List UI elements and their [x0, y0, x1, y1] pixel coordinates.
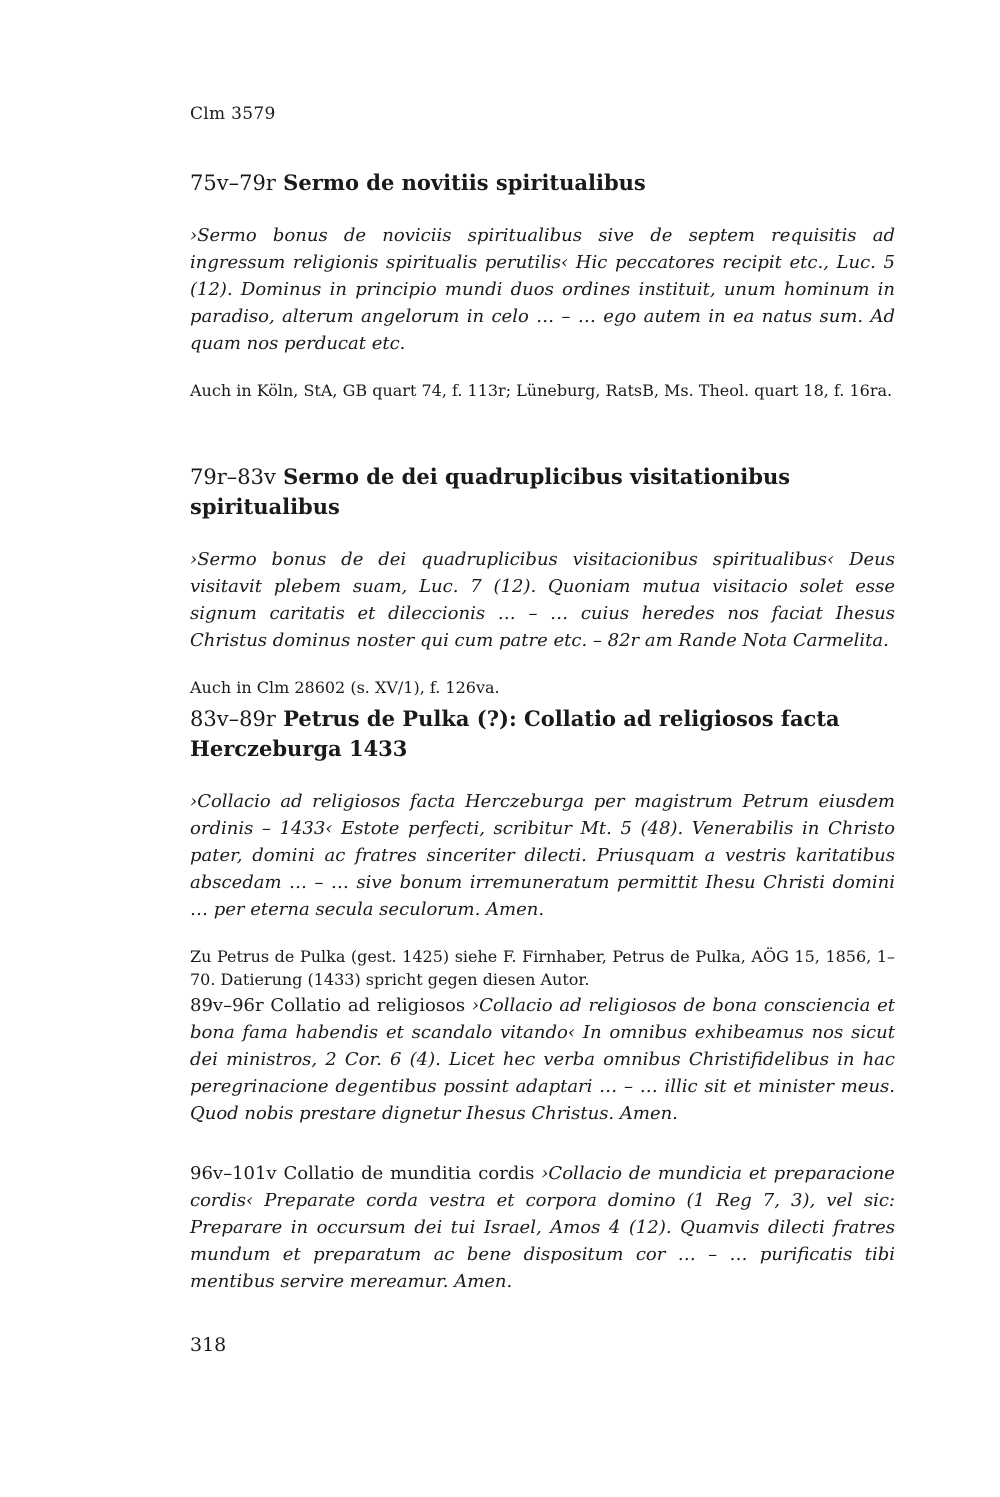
- entry-heading: [190, 168, 895, 198]
- entry-title: Collatio ad religiosos: [270, 995, 466, 1016]
- entry-folio: 79r–83v: [190, 465, 276, 489]
- entry-folio: 89v–96r: [190, 995, 264, 1016]
- entry-text: ›Collacio ad religiosos facta Herczeburga per magistrum Petrum eiusdem ordinis – 1433‹ Estote perfecti, scribitur Mt. 5 (48). Venerabilis in Christo pater, domini ac fratres sinceriter dilecti. Priusquam a vestris karitatibus abscedam … – … sive bonum irremuneratum permittit Ihesu Christi domini … per eterna secula seculorum. Amen.: [190, 791, 895, 920]
- entry-heading: [190, 704, 895, 764]
- entry-2: [190, 462, 895, 699]
- entry-text: [190, 992, 895, 1127]
- entry-heading: [190, 462, 895, 522]
- entry-folio: 75v–79r: [190, 171, 276, 195]
- entry-title: Sermo de novitiis spiritualibus: [283, 170, 646, 195]
- entry-text: ›Sermo bonus de noviciis spiritualibus sive de septem requisitis ad ingressum religionis spiritualis perutilis‹ Hic peccatores recipit etc., Luc. 5 (12). Dominus in principio mundi duos ordines instituit, unum hominum in paradiso, alterum angelorum in celo … – … ego autem in ea natus sum. Ad quam nos perducat etc.: [190, 225, 895, 354]
- entry-title: Collatio de munditia cordis: [283, 1163, 535, 1184]
- entry-3: [190, 704, 895, 991]
- entry-folio: 96v–101v: [190, 1163, 277, 1184]
- entry-body: ›Collacio ad religiosos de bona consciencia et bona fama habendis et scandalo vitando‹ In omnibus exhibeamus nos sicut dei ministros, 2 Cor. 6 (4). Licet hec verba omnibus Christifidelibus in hac peregrinacione degentibus possint adaptari … – … illic sit et minister meus. Quod nobis prestare dignetur Ihesus Christus. Amen.: [190, 995, 895, 1124]
- entry-note: Auch in Köln, StA, GB quart 74, f. 113r; Lüneburg, RatsB, Ms. Theol. quart 18, f. 16ra.: [190, 381, 893, 400]
- entry-body: ›Collacio de mundicia et preparacione cordis‹ Preparate corda vestra et corpora domino (1 Reg 7, 3), vel sic: Preparare in occursum dei tui Israel, Amos 4 (12). Quamvis dilecti fratres mundum et preparatum ac bene dispositum cor … – … purificatis tibi mentibus servire mereamur. Amen.: [190, 1163, 895, 1292]
- entry-note: Zu Petrus de Pulka (gest. 1425) siehe F. Firnhaber, Petrus de Pulka, AÖG 15, 1856, 1–70. Datierung (1433) spricht gegen diesen Autor.: [190, 947, 895, 989]
- entry-title: Petrus de Pulka (?): Collatio ad religiosos facta Herczeburga 1433: [190, 706, 840, 761]
- entry-title: Sermo de dei quadruplicibus visitationibus spiritualibus: [190, 464, 791, 519]
- entry-folio: 83v–89r: [190, 707, 276, 731]
- entry-text: ›Sermo bonus de dei quadruplicibus visitacionibus spiritualibus‹ Deus visitavit plebem suam, Luc. 7 (12). Quoniam mutua visitacio solet esse signum caritatis et dileccionis … – … cuius heredes nos faciat Ihesus Christus dominus noster qui cum patre etc. – 82r am Rande Nota Carmelita.: [190, 549, 895, 651]
- entry-text: [190, 1160, 895, 1295]
- entry-note: Auch in Clm 28602 (s. XV/1), f. 126va.: [190, 678, 500, 697]
- entry-4: [190, 992, 895, 1127]
- entry-1: [190, 168, 895, 402]
- running-head: Clm 3579: [190, 104, 276, 124]
- entry-5: [190, 1160, 895, 1295]
- page-number: 318: [190, 1334, 227, 1356]
